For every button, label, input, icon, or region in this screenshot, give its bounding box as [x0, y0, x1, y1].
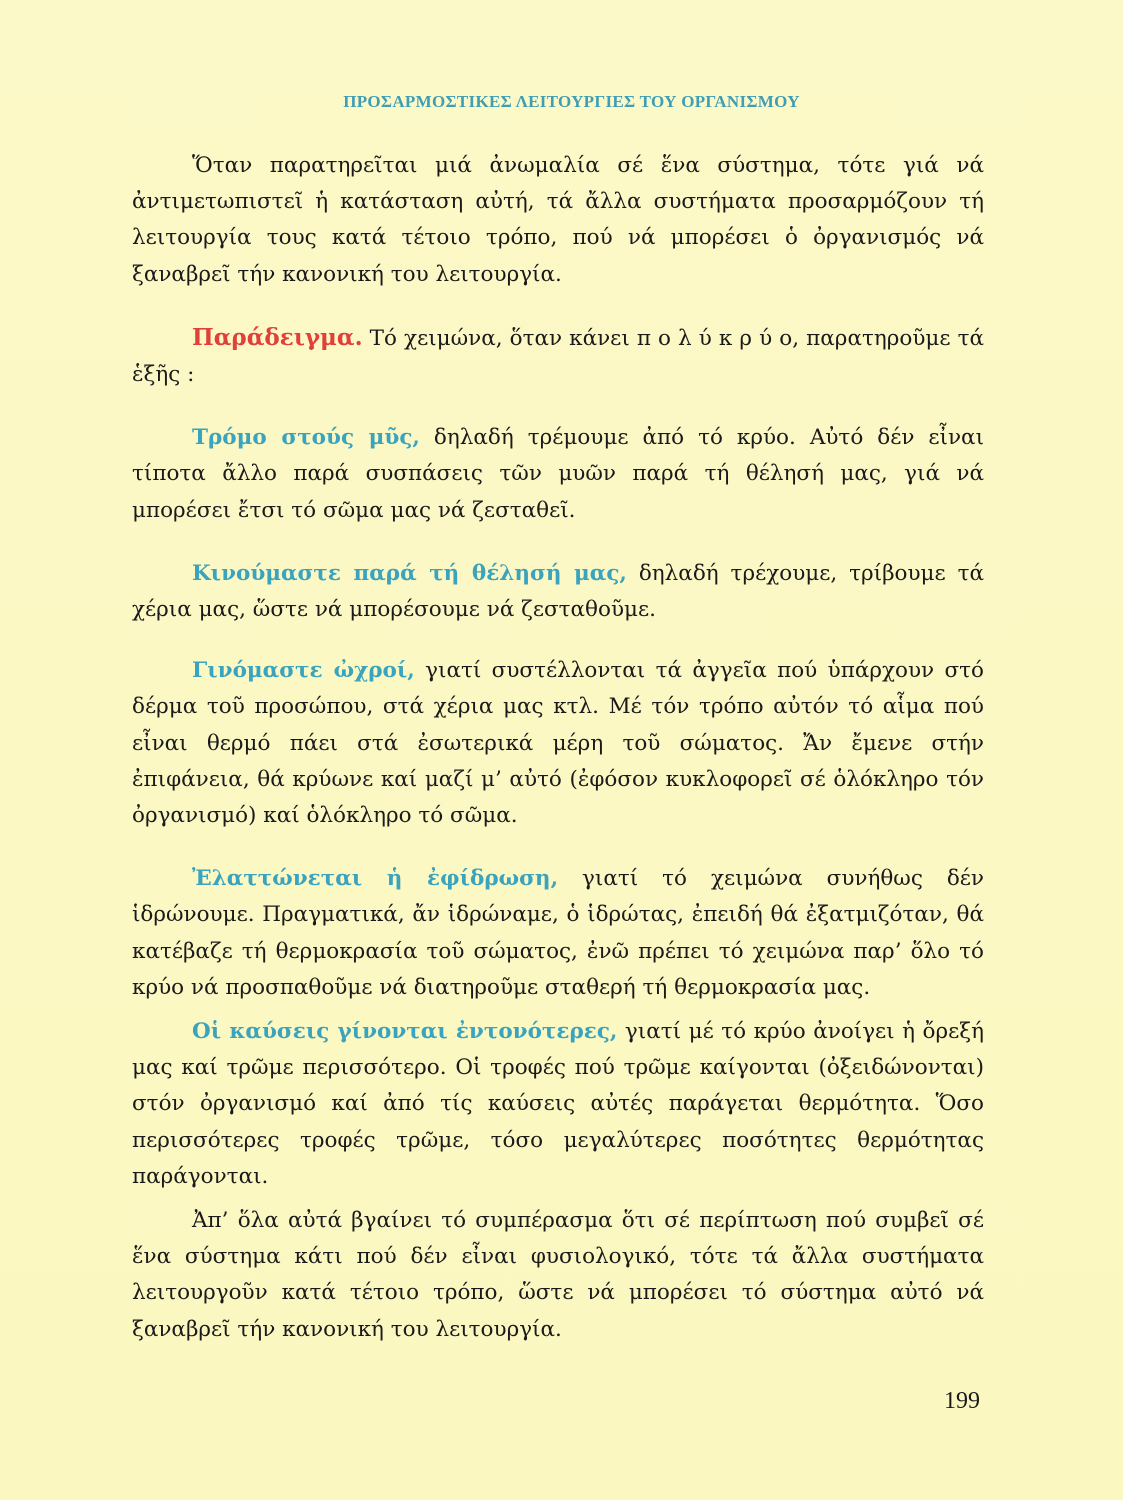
- symptom-paragraph-movement: [132, 556, 984, 628]
- symptom-heading-tremor: Τρόμο στούς μῦς,: [192, 425, 420, 451]
- symptom-paragraph-perspiration: [132, 861, 984, 1006]
- symptom-text-tremor: δηλαδή τρέμουμε ἀπό τό κρύο. Αὐτό δέν εἶναι τίποτα ἄλλο παρά συσπάσεις τῶν μυῶν παρά τή θέλησή μας, γιά νά μπορέσει ἔτσι τό σῶμα μας νά ζεσταθεῖ.: [132, 425, 984, 523]
- example-paragraph: [132, 320, 984, 393]
- symptom-paragraph-tremor: [132, 420, 984, 529]
- symptom-paragraph-combustion: [132, 1014, 984, 1195]
- running-header: ΠΡΟΣΑΡΜΟΣΤΙΚΕΣ ΛΕΙΤΟΥΡΓΙΕΣ ΤΟΥ ΟΡΓΑΝΙΣΜΟΥ: [343, 92, 800, 111]
- page-body: [132, 148, 984, 1348]
- symptom-heading-perspiration: Ἐλαττώνεται ἡ ἐφίδρωση,: [192, 866, 559, 892]
- symptom-heading-combustion: Οἱ καύσεις γίνονται ἐντονότερες,: [192, 1019, 618, 1045]
- conclusion-paragraph: Ἀπ’ ὅλα αὐτά βγαίνει τό συμπέρασμα ὅτι σέ περίπτωση πού συμβεῖ σέ ἕνα σύστημα κάτι πού δέν εἶναι φυσιολογικό, τότε τά ἄλλα συστήματα λειτουργοῦν κατά τέτοιο τρόπο, ὥστε νά μπορέσει τό σύστημα αὐτό νά ξαναβρεῖ τήν κανονική του λειτουργία.: [132, 1208, 984, 1342]
- symptom-text-pallor: γιατί συστέλλονται τά ἀγγεῖα πού ὑπάρχουν στό δέρμα τοῦ προσώπου, στά χέρια μας κτλ. Μέ τόν τρόπο αὐτόν τό αἷμα πού εἶναι θερμό πάει στά ἐσωτερικά μέρη τοῦ σώματος. Ἄν ἔμενε στήν ἐπιφάνεια, θά κρύωνε καί μαζί μ’ αὐτό (ἐφόσον κυκλοφορεῖ σέ ὁλόκληρο τόν ὀργανισμό) καί ὁλόκληρο τό σῶμα.: [132, 658, 984, 829]
- example-text: Τό χειμώνα, ὅταν κάνει π ο λ ύ κ ρ ύ ο, παρατηροῦμε τά ἑξῆς :: [132, 325, 984, 388]
- page-number: 199: [944, 1388, 980, 1414]
- symptom-text-movement: δηλαδή τρέχουμε, τρίβουμε τά χέρια μας, ὥστε νά μπορέσουμε νά ζεσταθοῦμε.: [132, 560, 984, 623]
- symptom-heading-movement: Κινούμαστε παρά τή θέλησή μας,: [192, 560, 627, 586]
- symptom-heading-pallor: Γινόμαστε ὠχροί,: [192, 658, 415, 684]
- symptom-paragraph-pallor: [132, 653, 984, 834]
- symptom-text-perspiration: γιατί τό χειμώνα συνήθως δέν ἱδρώνουμε. Πραγματικά, ἄν ἱδρώναμε, ὁ ἱδρώτας, ἐπειδή θά ἐξατμιζόταν, θά κατέβαζε τή θερμοκρασία τοῦ σώματος, ἐνῶ πρέπει τό χειμώνα παρ’ ὅλο τό κρύο νά προσπαθοῦμε νά διατηροῦμε σταθερή τή θερμοκρασία μας.: [132, 866, 984, 1000]
- example-heading: Παράδειγμα.: [192, 323, 363, 351]
- intro-paragraph: Ὅταν παρατηρεῖται μιά ἀνωμαλία σέ ἕνα σύστημα, τότε γιά νά ἀντιμετωπιστεῖ ἡ κατάσταση αὐτή, τά ἄλλα συστήματα προσαρμόζουν τή λειτουργία τους κατά τέτοιο τρόπο, πού νά μπορέσει ὁ ὀργανισμός νά ξαναβρεῖ τήν κανονική του λειτουργία.: [132, 153, 984, 287]
- symptom-text-combustion: γιατί μέ τό κρύο ἀνοίγει ἡ ὄρεξή μας καί τρῶμε περισσότερο. Οἱ τροφές πού τρῶμε καίγονται (ὀξειδώνονται) στόν ὀργανισμό καί ἀπό τίς καύσεις αὐτές παράγεται θερμότητα. Ὅσο περισσότερες τροφές τρῶμε, τόσο μεγαλύτερες ποσότητες θερμότητας παράγονται.: [132, 1019, 984, 1189]
